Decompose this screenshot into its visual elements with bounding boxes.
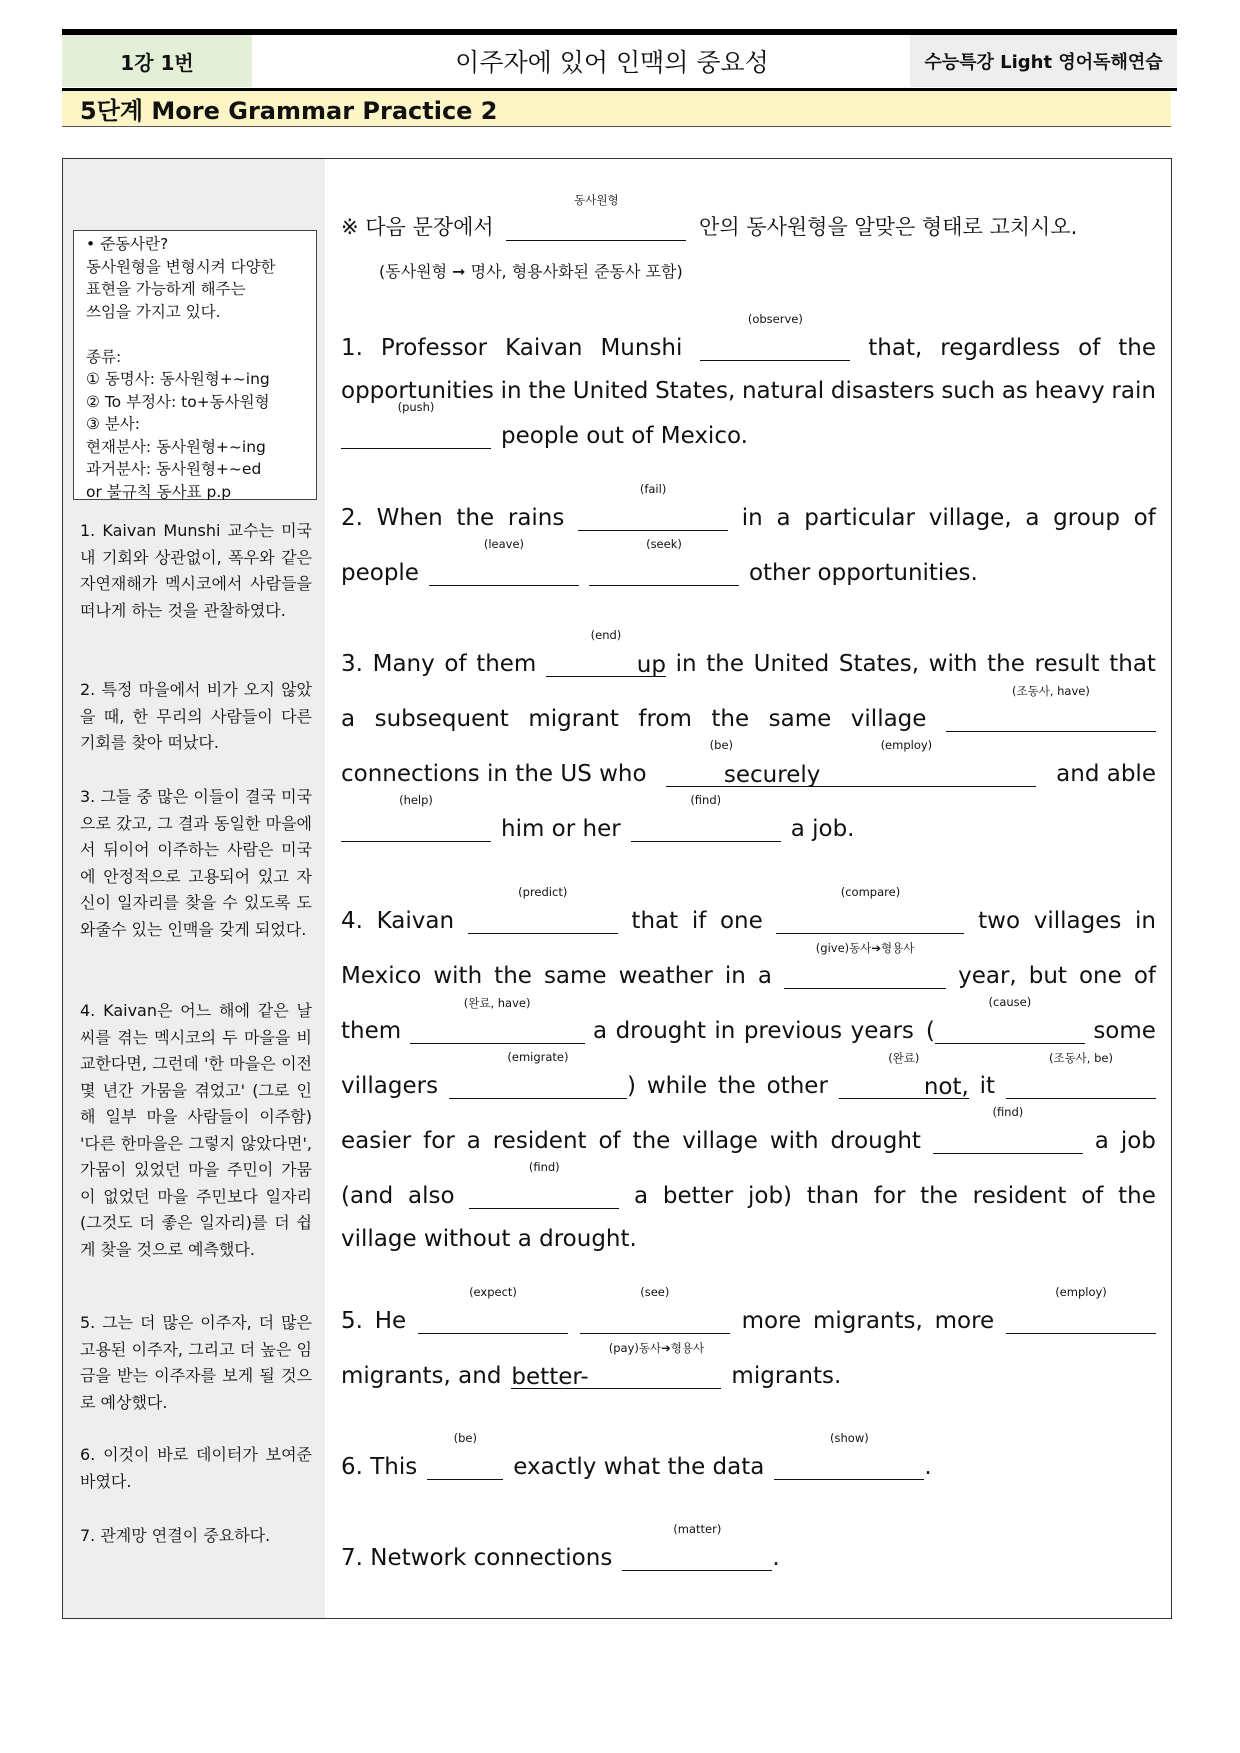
word: job	[1120, 1128, 1156, 1154]
text: a job.	[790, 816, 855, 842]
word: a	[776, 505, 791, 531]
word: a	[1025, 505, 1040, 531]
word: the	[920, 1183, 958, 1209]
word: regardless	[940, 335, 1061, 361]
word: 2.	[341, 505, 363, 531]
word: He	[374, 1308, 407, 1334]
word: 5.	[341, 1308, 363, 1334]
word: (	[925, 1018, 935, 1044]
word: other	[766, 1073, 828, 1099]
answer-blank[interactable]	[1006, 1285, 1156, 1334]
translation-4: 4. Kaivan은 어느 해에 같은 날씨를 겪는 멕시코의 두 마을을 비교한다면, 그런데 '한 마을은 이전 몇 년간 가뭄을 겪었고' (그로 인해 일부 마을 사람들이 이주함) '다른 한마을은 그렇지 않았다면', 가뭄이 있었던 마을 주민이 가뭄이 없었던 마을 주민보다 일자리(그것도 더 좋은 일자리)를 더 쉽게 찾을 것으로 예측했다.	[80, 1001, 312, 1259]
word: migrant	[528, 706, 619, 732]
verb-hint: (matter)	[673, 1522, 722, 1536]
answer-blank[interactable]	[468, 885, 618, 934]
sentence-7	[341, 1522, 1156, 1571]
sentence-5-line-2	[341, 1341, 1156, 1390]
word: if	[691, 908, 707, 934]
verb-hint: (push)	[397, 400, 435, 414]
translation-2: 2. 특정 마을에서 비가 오지 않았을 때, 한 무리의 사람들이 다른 기회를 찾아 떠났다.	[80, 680, 312, 752]
verb-hint: (expect)	[469, 1285, 517, 1299]
verb-hint: (완료, have)	[463, 996, 531, 1010]
word: disasters	[830, 378, 935, 404]
instruction-prefix: ※ 다음 문장에서	[341, 215, 494, 239]
prefilled-word: securely	[723, 762, 821, 788]
word: Mexico	[341, 963, 422, 989]
sentence-1-line-1	[341, 312, 1156, 361]
word: year,	[958, 963, 1017, 989]
word: natural	[741, 378, 825, 404]
answer-blank[interactable]	[784, 941, 946, 989]
word: it	[979, 1073, 996, 1099]
word: of	[598, 1128, 621, 1154]
verb-hint: (help)	[399, 793, 433, 807]
answer-blank[interactable]	[776, 738, 1036, 787]
word: in	[1135, 908, 1156, 934]
verb-hint: (조동사, have)	[1012, 684, 1090, 698]
note-line: 종류:	[86, 347, 122, 366]
text: exactly what the data	[513, 1454, 765, 1480]
verb-hint: (emigrate)	[507, 1050, 569, 1064]
sentence-1-line-3	[341, 400, 1156, 449]
text: village without a drought.	[341, 1226, 637, 1252]
word: job)	[747, 1183, 793, 1209]
verb-hint: (be)	[709, 738, 734, 752]
answer-blank[interactable]	[578, 482, 728, 531]
word: the	[718, 1073, 756, 1099]
word: them	[476, 651, 537, 677]
word: one	[719, 908, 763, 934]
note-line: 쓰임을 가지고 있다.	[86, 302, 221, 321]
word: easier	[341, 1128, 412, 1154]
answer-blank[interactable]	[341, 400, 491, 449]
word: more	[741, 1308, 802, 1334]
sentence-5-line-1	[341, 1285, 1156, 1334]
word: resident	[972, 1183, 1067, 1209]
word: of	[1133, 963, 1156, 989]
note-line: 표현을 가능하게 해주는	[86, 280, 246, 298]
verb-hint: (fail)	[639, 482, 667, 496]
word: Many	[372, 651, 435, 677]
answer-blank[interactable]	[449, 1050, 627, 1099]
word: village,	[928, 505, 1012, 531]
sentence-4-line-6	[341, 1160, 1156, 1209]
word: village	[682, 1128, 758, 1154]
word: the	[528, 378, 567, 404]
verb-hint: (employ)	[880, 738, 933, 752]
word: in	[500, 378, 522, 404]
sentence-4-line-4	[341, 1050, 1156, 1100]
word: weather	[618, 963, 713, 989]
sidebar	[63, 159, 325, 1618]
word: the	[1118, 1183, 1156, 1209]
answer-blank[interactable]	[546, 628, 666, 678]
word: When	[376, 505, 443, 531]
word: opportunities	[341, 378, 494, 404]
word: Kaivan	[376, 908, 455, 934]
instruction-blank	[506, 193, 686, 241]
word: in	[724, 963, 746, 989]
sentence-6	[341, 1431, 1156, 1480]
word: United	[753, 651, 830, 677]
word: in	[714, 1018, 736, 1044]
answer-blank[interactable]	[776, 885, 964, 934]
verb-hint: (pay)동사➔형용사	[608, 1341, 705, 1355]
word: as	[1001, 378, 1028, 404]
text: migrants.	[731, 1363, 842, 1389]
answer-blank[interactable]	[631, 793, 781, 842]
word: than	[806, 1183, 860, 1209]
word: village	[850, 706, 927, 732]
instruction-sub: (동사원형 ➞ 명사, 형용사화된 준동사 포함)	[379, 262, 683, 281]
word: same	[768, 706, 832, 732]
word: from	[638, 706, 692, 732]
verb-hint: (compare)	[840, 885, 901, 899]
word: drought	[830, 1128, 921, 1154]
instruction-suffix: 안의 동사원형을 알맞은 형태로 고치시오.	[699, 215, 1078, 239]
header-bar	[62, 35, 1177, 87]
sentence-4-line-5	[341, 1105, 1156, 1154]
answer-blank[interactable]	[427, 1431, 503, 1480]
answer-blank[interactable]	[774, 1431, 924, 1480]
answer-blank[interactable]	[935, 995, 1085, 1044]
word: that	[631, 908, 679, 934]
verb-hint: (give)동사➔형용사	[815, 941, 915, 955]
word: particular	[804, 505, 915, 531]
translation-6: 6. 이것이 바로 데이터가 보여준 바였다.	[80, 1445, 312, 1491]
answer-blank[interactable]	[429, 537, 579, 586]
text: migrants, and	[341, 1363, 502, 1389]
word: United	[572, 378, 649, 404]
verb-hint: (show)	[830, 1431, 869, 1445]
word: rains	[507, 505, 565, 531]
verb-hint: (find)	[690, 793, 722, 807]
word: of	[1133, 505, 1156, 531]
word: but	[1028, 963, 1067, 989]
word: (and	[341, 1183, 394, 1209]
verb-hint: (be)	[453, 1431, 477, 1445]
translation-5: 5. 그는 더 많은 이주자, 더 많은 고용된 이주자, 그리고 더 높은 임금을 받는 이주자를 보게 될 것으로 예상했다.	[80, 1313, 312, 1412]
word: group	[1053, 505, 1120, 531]
lesson-label: 1강 1번	[62, 35, 252, 87]
answer-blank[interactable]	[341, 793, 491, 842]
text: other opportunities.	[748, 560, 978, 586]
word: the	[706, 651, 744, 677]
answer-blank[interactable]	[622, 1522, 772, 1571]
prefilled-word: better-	[511, 1364, 589, 1390]
answer-blank[interactable]	[933, 1105, 1083, 1154]
word: Kaivan	[505, 335, 583, 361]
word: them	[341, 1018, 402, 1044]
verb-hint: (predict)	[518, 885, 568, 899]
word: 1.	[341, 335, 363, 361]
word: with	[433, 963, 483, 989]
note-line: 과거분사: 동사원형+~ed	[86, 460, 262, 478]
page-title: 이주자에 있어 인맥의 중요성	[455, 48, 769, 77]
answer-blank[interactable]	[1006, 1051, 1156, 1099]
word: Professor	[380, 335, 488, 361]
sentence-4-line-2	[341, 941, 1156, 989]
note-line	[86, 323, 308, 346]
text: and able	[1056, 761, 1156, 787]
word: of	[1078, 335, 1101, 361]
note-line: • 준동사란?	[86, 235, 169, 253]
translation-7: 7. 관계망 연결이 중요하다.	[80, 1526, 271, 1545]
word: that	[1109, 651, 1156, 677]
sentence-3-line-1	[341, 628, 1156, 678]
prefilled-word: not,	[923, 1074, 969, 1100]
word: heavy	[1034, 378, 1105, 404]
word: a	[757, 963, 773, 989]
sentence-3-line-2	[341, 684, 1156, 732]
verb-hint: (leave)	[483, 537, 525, 551]
text: him or her	[501, 816, 621, 842]
blank-hint: 동사원형	[574, 193, 619, 207]
note-line: 동사원형을 변형시켜 다양한	[86, 257, 276, 276]
verb-hint: (employ)	[1055, 1285, 1107, 1299]
note-line: or 불규칙 동사표 p.p	[86, 482, 232, 501]
word: also	[407, 1183, 455, 1209]
verb-hint: (end)	[590, 628, 622, 642]
word: one	[1078, 963, 1122, 989]
word: while	[646, 1073, 708, 1099]
verb-hint: (see)	[640, 1285, 670, 1299]
word: in	[675, 651, 697, 677]
verb-hint: (조동사, be)	[1048, 1051, 1113, 1065]
translation-3: 3. 그들 중 많은 이들이 결국 미국으로 갔고, 그 결과 동일한 마을에서 뒤이어 이주하는 사람은 미국에 안정적으로 고용되어 있고 자신이 일자리를 찾을 수 있도록 도와줄수 있는 인맥을 갖게 되었다.	[80, 787, 312, 939]
word: of	[444, 651, 467, 677]
answer-blank[interactable]	[469, 1160, 619, 1209]
word: drought	[615, 1018, 706, 1044]
verb-hint: (완료)	[888, 1051, 920, 1065]
answer-blank[interactable]	[839, 1051, 969, 1100]
word: same	[543, 963, 607, 989]
verb-hint: (seek)	[646, 537, 682, 551]
verb-hint: (find)	[528, 1160, 560, 1174]
answer-blank[interactable]	[666, 738, 821, 788]
verb-hint: (cause)	[988, 995, 1032, 1009]
word: States,	[838, 651, 920, 677]
word: result	[1034, 651, 1100, 677]
word: a	[466, 1128, 481, 1154]
word: a	[634, 1183, 649, 1209]
book-label: 수능특강 Light 영어독해연습	[910, 35, 1177, 87]
word: the	[1118, 335, 1156, 361]
sentence-2-line-1	[341, 482, 1156, 531]
word: some	[1093, 1018, 1156, 1044]
stage-title: 5단계 More Grammar Practice 2	[62, 91, 1171, 127]
word: a	[593, 1018, 608, 1044]
word: previous	[743, 1018, 843, 1044]
word: two	[978, 908, 1021, 934]
sentence-4-line-7	[341, 1220, 1156, 1252]
sentence-3-line-4	[341, 793, 1156, 842]
word: migrants,	[812, 1308, 923, 1334]
word: 4.	[341, 908, 363, 934]
word: that,	[868, 335, 923, 361]
word: States,	[655, 378, 736, 404]
word: in	[741, 505, 763, 531]
verb-hint: (find)	[992, 1105, 1024, 1119]
sentence-3-line-3	[341, 738, 1156, 788]
worksheet-frame	[62, 158, 1172, 1619]
word: resident	[492, 1128, 587, 1154]
word: a	[341, 706, 356, 732]
prefilled-word: up	[636, 652, 666, 678]
word: villages	[1033, 908, 1122, 934]
word: with	[928, 651, 978, 677]
answer-blank[interactable]	[700, 312, 850, 361]
word: with	[769, 1128, 819, 1154]
word: such	[941, 378, 996, 404]
sentence-2-line-2	[341, 537, 1156, 586]
answer-blank[interactable]	[410, 996, 585, 1044]
word: more	[934, 1308, 995, 1334]
word: rain	[1111, 378, 1156, 404]
word: years	[850, 1018, 914, 1044]
word: a	[1094, 1128, 1109, 1154]
word: the	[456, 505, 495, 531]
translation-1: 1. Kaivan Munshi 교수는 미국 내 기회와 상관없이, 폭우와 같은 자연재해가 멕시코에서 사람들을 떠나게 하는 것을 관찰하였다.	[80, 521, 312, 620]
note-line: ③ 분사:	[86, 415, 140, 433]
answer-blank[interactable]	[589, 537, 739, 586]
grammar-note-box	[73, 230, 317, 500]
answer-blank[interactable]	[511, 1341, 721, 1390]
verb-hint: (observe)	[747, 312, 803, 326]
word: the	[711, 706, 750, 732]
text: people	[341, 560, 419, 586]
word: 3.	[341, 651, 363, 677]
word: for	[423, 1128, 455, 1154]
note-line: ② To 부정사: to+동사원형	[86, 392, 270, 411]
instruction	[341, 193, 1078, 241]
text: connections in the US who	[341, 761, 647, 787]
text: people out of Mexico.	[501, 423, 748, 449]
word: villagers	[341, 1073, 439, 1099]
text: 7. Network connections	[341, 1545, 613, 1571]
word: .	[924, 1454, 932, 1480]
exercise-area	[341, 159, 1156, 1618]
answer-blank[interactable]	[946, 684, 1156, 732]
answer-blank[interactable]	[580, 1285, 730, 1334]
word: )	[626, 1073, 636, 1099]
sentence-4-line-3	[341, 995, 1156, 1044]
note-line: 현재분사: 동사원형+~ing	[86, 437, 266, 456]
word: for	[873, 1183, 906, 1209]
text: 6. This	[341, 1454, 418, 1480]
word: Munshi	[600, 335, 683, 361]
word: subsequent	[374, 706, 509, 732]
word: .	[772, 1545, 780, 1571]
word: the	[632, 1128, 671, 1154]
sentence-4-line-1	[341, 885, 1156, 934]
word: better	[662, 1183, 734, 1209]
answer-blank[interactable]	[418, 1285, 568, 1334]
word: the	[987, 651, 1025, 677]
word: of	[1081, 1183, 1104, 1209]
word: the	[494, 963, 532, 989]
note-line: ① 동명사: 동사원형+~ing	[86, 370, 270, 388]
